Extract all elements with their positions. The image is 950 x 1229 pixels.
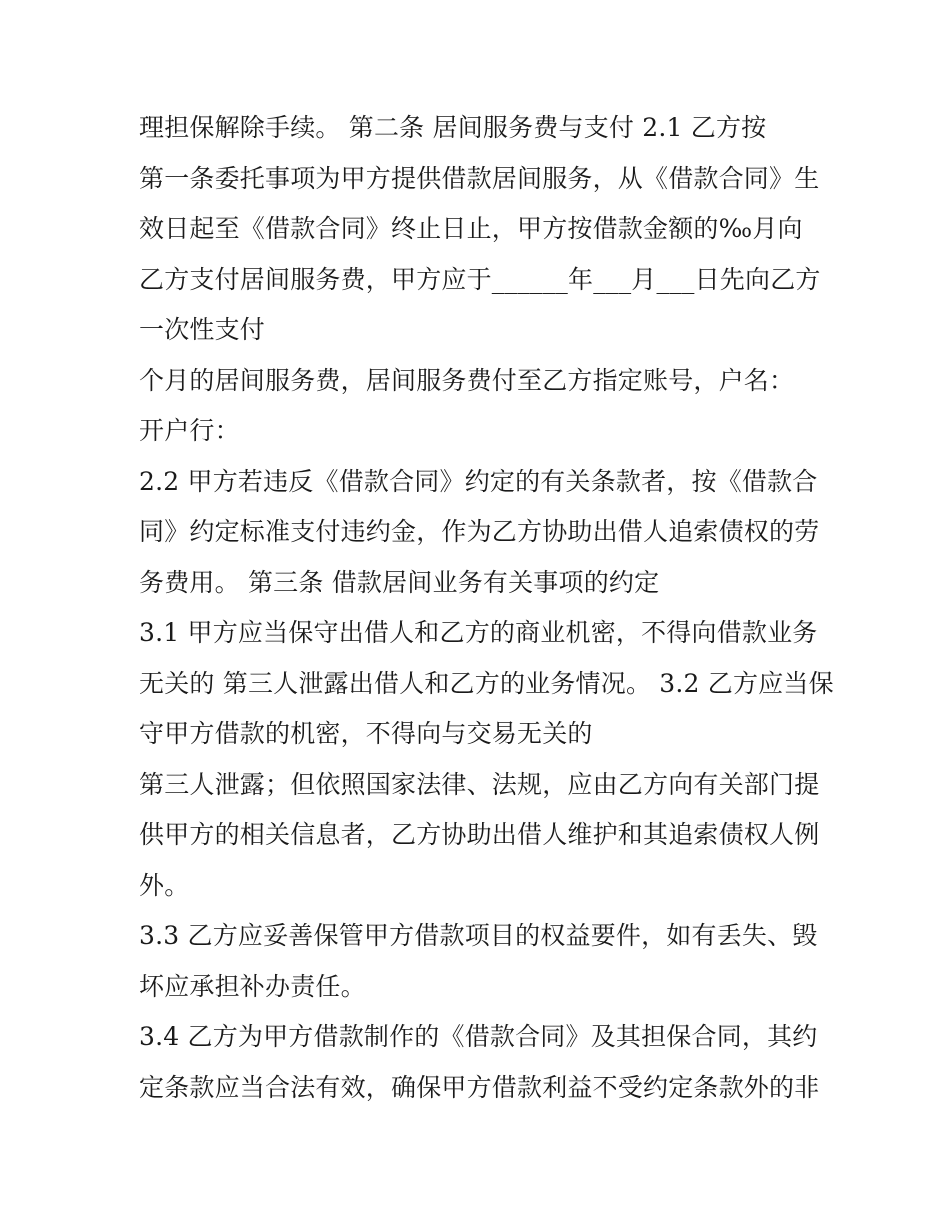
text-line: 第一条委托事项为甲方提供借款居间服务，从《借款合同》生 — [139, 163, 820, 193]
text-line: 坏应承担补办责任。 — [139, 971, 366, 1001]
text-line: 一次性支付 — [139, 315, 266, 344]
text-line: 3.3 乙方应妥善保管甲方借款项目的权益要件，如有丢失、毁 — [139, 921, 818, 950]
text-line: 3.1 甲方应当保守出借人和乙方的商业机密，不得向借款业务 — [139, 618, 818, 647]
text-line: 个月的居间服务费，居间服务费付至乙方指定账号，户名： — [139, 365, 795, 395]
text-line: 开户行： — [139, 416, 240, 445]
text-line: 供甲方的相关信息者，乙方协助出借人维护和其追索债权人例 — [139, 820, 820, 849]
text-line: 同》约定标准支付违约金，作为乙方协助出借人追索债权的劳 — [139, 517, 820, 546]
text-line: 效日起至《借款合同》终止日止，甲方按借款金额的‰月向 — [139, 214, 803, 243]
text-line: 守甲方借款的机密，不得向与交易无关的 — [139, 719, 593, 748]
text-line: 理担保解除手续。 第二条 居间服务费与支付 2.1 乙方按 — [139, 113, 767, 142]
text-line: 2.2 甲方若违反《借款合同》约定的有关条款者，按《借款合 — [139, 466, 818, 496]
text-line: 3.4 乙方为甲方借款制作的《借款合同》及其担保合同，其约 — [139, 1022, 818, 1051]
text-line: 无关的 第三人泄露出借人和乙方的业务情况。 3.2 乙方应当保 — [139, 668, 834, 698]
text-line: 定条款应当合法有效，确保甲方借款利益不受约定条款外的非 — [139, 1072, 820, 1102]
text-line: 外。 — [139, 870, 190, 900]
text-line: 务费用。 第三条 借款居间业务有关事项的约定 — [139, 567, 660, 597]
text-line: 第三人泄露；但依照国家法律、法规，应由乙方向有关部门提 — [139, 769, 820, 799]
contract-text — [139, 103, 834, 1113]
text-line: 乙方支付居间服务费，甲方应于______年___月___日先向乙方 — [139, 264, 821, 294]
